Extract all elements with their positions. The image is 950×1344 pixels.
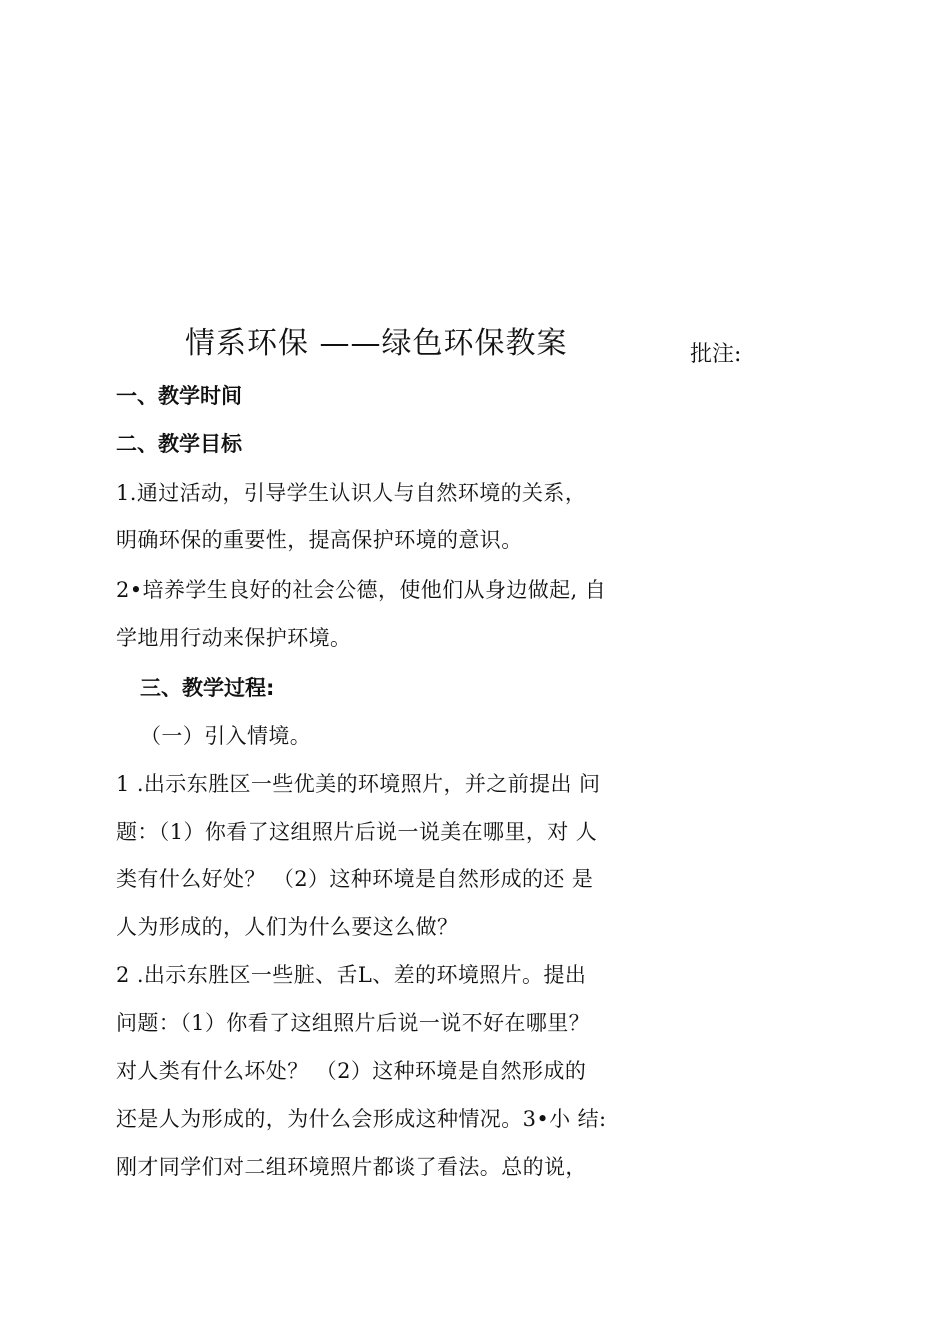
body-line: 问题：（1）你看了这组照片后说一说不好在哪里？ bbox=[116, 1011, 591, 1035]
body-line: 还是人为形成的，为什么会形成这种情况。3•小 结: bbox=[116, 1107, 607, 1131]
body-line: 2•培养学生良好的社会公德，使他们从身边做起, 自 bbox=[116, 578, 607, 602]
body-line: 1 .出示东胜区一些优美的环境照片，并之前提出 问 bbox=[116, 772, 601, 796]
body-line: （一）引入情境。 bbox=[140, 724, 312, 748]
body-line: 刚才同学们对二组环境照片都谈了看法。总的说， bbox=[116, 1155, 587, 1179]
section-heading-goals: 二、教学目标 bbox=[116, 432, 242, 456]
section-heading-process: 三、教学过程: bbox=[140, 676, 275, 700]
body-line: 对人类有什么坏处？ （2）这种环境是自然形成的 bbox=[116, 1059, 587, 1083]
body-line: 学地用行动来保护环境。 bbox=[116, 626, 352, 650]
body-line: 1.通过活动，引导学生认识人与自然环境的关系， bbox=[116, 481, 587, 505]
body-line: 人为形成的，人们为什么要这么做？ bbox=[116, 915, 459, 939]
body-line: 类有什么好处？ （2）这种环境是自然形成的还 是 bbox=[116, 867, 594, 891]
annotation-label: 批注: bbox=[690, 342, 742, 367]
body-line: 题：（1）你看了这组照片后说一说美在哪里，对 人 bbox=[116, 820, 598, 844]
body-line: 明确环保的重要性，提高保护环境的意识。 bbox=[116, 528, 523, 552]
body-line: 2 .出示东胜区一些脏、舌L、差的环境照片。提出 bbox=[116, 963, 587, 987]
section-heading-time: 一、教学时间 bbox=[116, 384, 242, 408]
document-title: 情系环保 ——绿色环保教案 bbox=[185, 326, 568, 361]
